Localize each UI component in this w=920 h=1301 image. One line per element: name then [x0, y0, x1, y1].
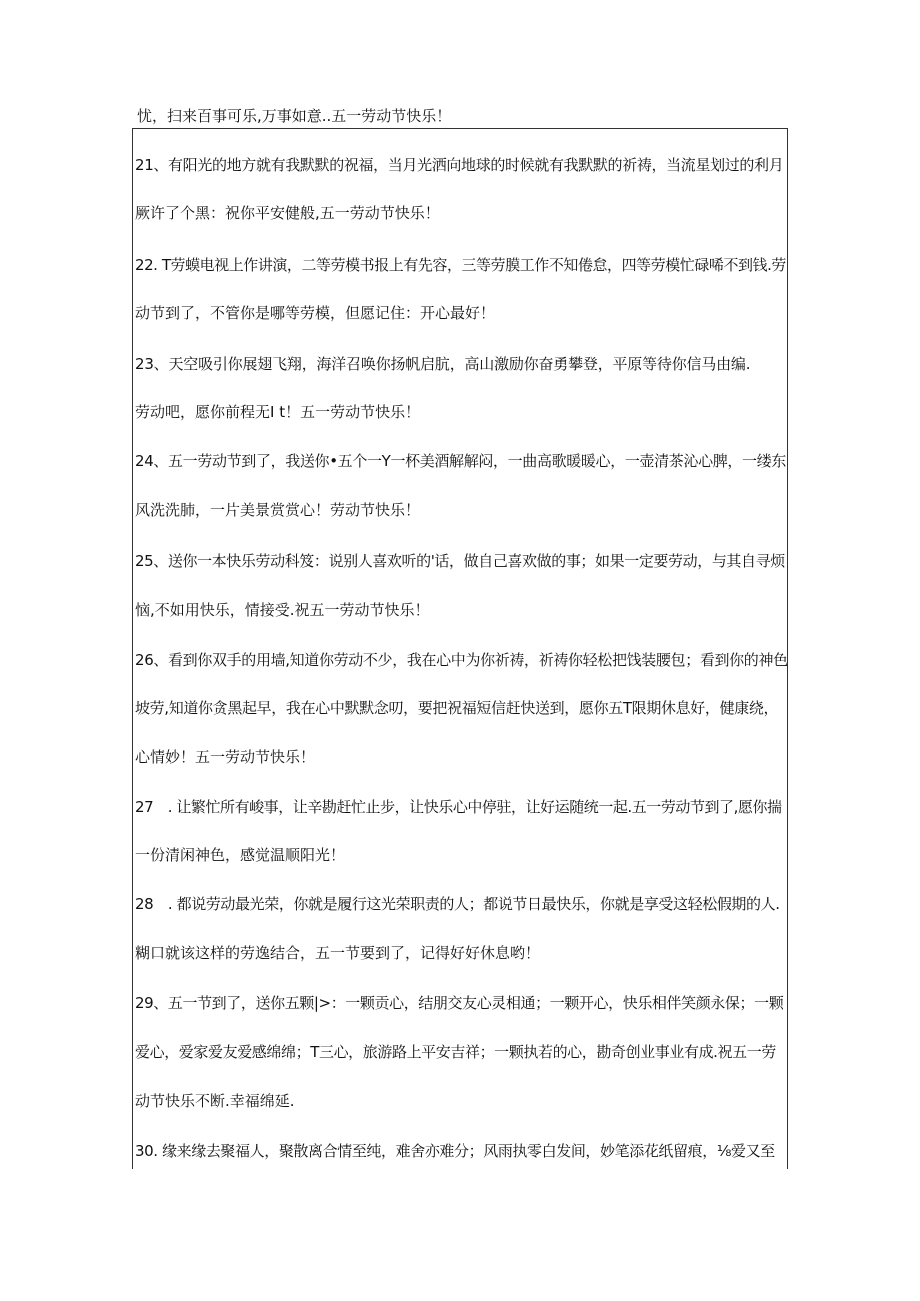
text-line: 21、有阳光的地方就有我默默的祝福，当月光洒向地球的时候就有我默默的祈祷，当流星划过的利月 — [135, 156, 784, 174]
text-line: 厥许了个黑：祝你平安健般,五一劳动节快乐！ — [135, 204, 440, 222]
text-line: 动节到了，不管你是哪等劳模，但愿记住：开心最好！ — [135, 304, 496, 322]
text-line: 27 . 让繁忙所有峻事，让辛勘赶忙止步，让快乐心中停驻，让好运随统一起.五一劳动节到了,愿你揣 — [135, 798, 782, 816]
text-line: 22. T劳蟆电视上作讲演，二等劳模书报上有先容，三等劳膜工作不知倦怠，四等劳模忙碌唏不到钱.劳 — [135, 256, 786, 274]
text-line: 风洗洗肺，一片美景赏赏心！劳动节快乐！ — [135, 501, 421, 519]
text-line: 一份清闲神色，感觉温顺阳光！ — [135, 846, 346, 864]
text-line: 28 . 都说劳动最光荣，你就是履行这光荣职责的人；都说节日最快乐，你就是享受这轻松假期的人. — [135, 895, 780, 913]
text-line: 25、送你一本快乐劳动科笈：说别人喜欢听的'话，做自己喜欢做的事；如果一定要劳动，与其自寻烦 — [135, 552, 785, 570]
text-line: 恼,不如用快乐，情接受.祝五一劳动节快乐！ — [135, 601, 430, 619]
carryover-line: 忧，扫来百事可乐,万事如意..五一劳动节快乐！ — [137, 107, 452, 125]
text-line: 29、五一节到了，送你五颗|>：一颗贡心，结朋交友心灵相通；一颗开心，快乐相伴笑颜永保；一颗 — [135, 994, 784, 1012]
text-line: 23、天空吸引你展翅飞翔，海洋召唤你扬帆启肮，高山激励你奋勇攀登，平原等待你信马由编. — [135, 355, 751, 373]
text-line: 爱心，爱家爱友爱感绵绵；T三心，旅游路上平安吉祥；一颗执若的心，勘奇创业事业有成.祝五一劳 — [135, 1043, 776, 1061]
text-line: 24、五一劳动节到了，我送你•五个一Y一杯美酒解解闷，一曲高歌暖暖心，一壶清茶沁心脾，一缕东 — [135, 452, 787, 470]
text-line: 26、看到你双手的用墙,知道你劳动不少，我在心中为你祈祷，祈祷你轻松把饯装腰包；看到你的神色 — [135, 651, 788, 669]
text-line: 动节快乐不断.幸福绵延. — [135, 1092, 295, 1110]
text-line: 劳动吧，愿你前程无I t！五一劳动节快乐！ — [135, 403, 421, 421]
text-line: 心情妙！五一劳动节快乐！ — [135, 748, 316, 766]
text-line: 糊口就该这样的劳逸结合，五一节要到了，记得好好休息哟！ — [135, 944, 541, 962]
text-line: 坡劳,知道你贪黑起早，我在心中默默念叨，要把祝福短信赶快送到，愿你五T限期休息好，健康绕， — [135, 699, 779, 717]
text-line: 30. 缘来缘去聚福人，聚散离合情至纯，难舍亦难分；风雨执零白发间，妙笔添花纸留痕，⅛爱又至 — [135, 1142, 775, 1160]
